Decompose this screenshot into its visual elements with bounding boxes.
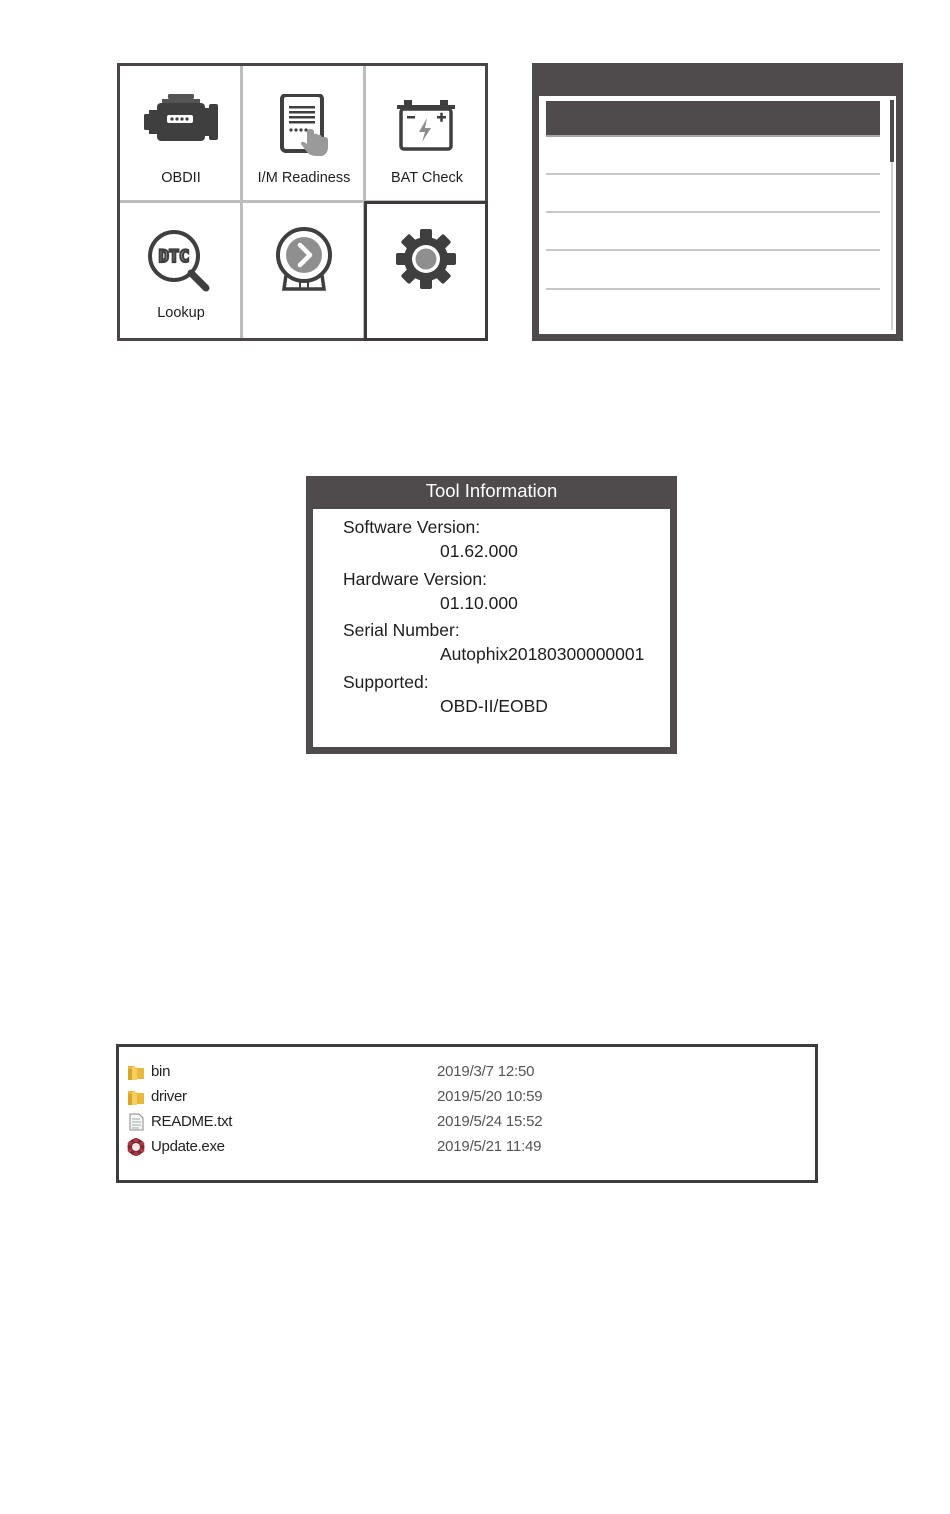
- list-item-selected[interactable]: [546, 101, 880, 137]
- file-row-readme[interactable]: [127, 1111, 807, 1133]
- tile-label: Lookup: [157, 305, 205, 321]
- battery-icon: [396, 100, 458, 152]
- software-version-value: 01.62.000: [440, 541, 518, 561]
- folder-icon: [127, 1088, 145, 1106]
- file-date: 2019/5/21 11:49: [437, 1138, 542, 1155]
- file-name: README.txt: [151, 1113, 233, 1130]
- update-exe-icon: [127, 1138, 145, 1156]
- gear-icon: [395, 228, 457, 290]
- main-menu-grid: [117, 63, 488, 341]
- tile-settings[interactable]: [364, 201, 488, 341]
- list-item[interactable]: [546, 139, 880, 175]
- supported-label: Supported:: [343, 672, 429, 692]
- list-item[interactable]: [546, 254, 880, 290]
- tablet-touch-icon: [274, 94, 334, 158]
- file-listing: [116, 1044, 818, 1183]
- list-screen: [532, 63, 903, 341]
- file-row-update[interactable]: [127, 1136, 807, 1158]
- serial-number-label: Serial Number:: [343, 620, 460, 640]
- list-item[interactable]: [546, 215, 880, 251]
- file-date: 2019/5/20 10:59: [437, 1088, 543, 1105]
- tool-information-dialog: [306, 476, 677, 754]
- serial-number-value: Autophix20180300000001: [440, 644, 645, 664]
- play-forward-icon: [274, 227, 334, 295]
- file-date: 2019/5/24 15:52: [437, 1113, 543, 1130]
- file-name: bin: [151, 1063, 171, 1080]
- file-row-bin[interactable]: [127, 1061, 807, 1083]
- tile-label: OBDII: [161, 170, 201, 186]
- tile-bat-check[interactable]: [366, 66, 488, 202]
- software-version-label: Software Version:: [343, 517, 481, 537]
- dtc-magnifier-icon: [146, 229, 216, 293]
- file-date: 2019/3/7 12:50: [437, 1063, 535, 1080]
- engine-icon: [143, 94, 219, 146]
- list-body: [539, 96, 896, 334]
- list-item[interactable]: [546, 177, 880, 213]
- hardware-version-value: 01.10.000: [440, 593, 518, 613]
- file-name: Update.exe: [151, 1138, 225, 1155]
- dialog-body: [313, 509, 670, 747]
- file-name: driver: [151, 1088, 187, 1105]
- svg-text:DTC: DTC: [158, 247, 190, 267]
- tile-next[interactable]: [243, 203, 365, 339]
- dialog-title: Tool Information: [425, 480, 558, 501]
- supported-value: OBD-II/EOBD: [440, 696, 548, 716]
- tile-lookup[interactable]: [120, 203, 242, 339]
- tile-label: I/M Readiness: [257, 170, 351, 186]
- scrollbar-thumb[interactable]: [890, 100, 894, 162]
- text-file-icon: [127, 1113, 145, 1131]
- folder-icon: [127, 1063, 145, 1081]
- tile-obdii[interactable]: [120, 66, 242, 202]
- tile-label: BAT Check: [391, 170, 463, 186]
- hardware-version-label: Hardware Version:: [343, 569, 487, 589]
- file-row-driver[interactable]: [127, 1086, 807, 1108]
- tile-im-readiness[interactable]: [243, 66, 365, 202]
